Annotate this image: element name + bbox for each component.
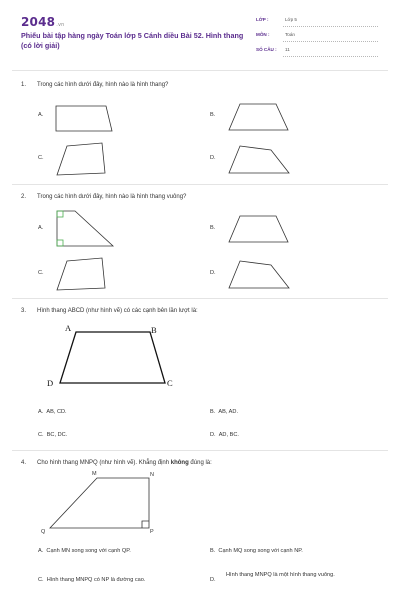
question-4 xyxy=(21,460,381,468)
vertex-label-c: C xyxy=(167,378,173,388)
right-angle-mark xyxy=(57,211,63,217)
question-text: Trong các hình dưới đây, hình nào là hình thang? xyxy=(37,82,169,88)
question-text: Hình thang ABCD (như hình vẽ) có các cạnh bên lần lượt là: xyxy=(37,308,198,314)
subject-value: Toán xyxy=(285,32,295,37)
q1-option-d[interactable]: D. xyxy=(210,155,216,161)
q2-shape-b xyxy=(228,215,290,245)
q3-option-a[interactable] xyxy=(38,409,67,415)
option-letter: A. xyxy=(38,409,44,415)
q3-option-b[interactable] xyxy=(210,409,238,415)
divider-2 xyxy=(12,298,388,299)
vertex-label-a: A xyxy=(65,323,72,333)
q4-option-d-letter[interactable]: D. xyxy=(210,577,216,583)
vertex-label-q: Q xyxy=(41,529,46,535)
q1-shape-b xyxy=(228,103,290,133)
option-letter: B. xyxy=(210,409,216,415)
worksheet-title: Phiếu bài tập hàng ngày Toán lớp 5 Cánh diều Bài 52. Hình thang (có lời giải) xyxy=(21,31,244,50)
q1-option-c[interactable]: C. xyxy=(38,155,44,161)
q4-option-a[interactable] xyxy=(38,548,131,554)
count-value: 11 xyxy=(285,47,290,52)
question-number: 4. xyxy=(21,460,27,466)
option-letter: C. xyxy=(38,577,44,583)
option-text: AB, CD. xyxy=(46,409,67,415)
question-number: 1. xyxy=(21,82,27,88)
question-3 xyxy=(21,308,381,316)
subject-label: MÔN : xyxy=(256,32,270,37)
right-angle-mark xyxy=(57,240,63,246)
option-text: BC, DC. xyxy=(46,432,68,438)
q3-option-c[interactable] xyxy=(38,432,67,438)
grade-value: Lớp 5 xyxy=(285,17,297,22)
option-text: Cạnh MN song song với cạnh QP. xyxy=(46,548,131,554)
question-text-end: đúng là: xyxy=(188,460,212,466)
option-letter: D. xyxy=(210,432,216,438)
vertex-label-p: P xyxy=(150,529,154,535)
question-1 xyxy=(21,82,381,90)
option-text: AB, AD. xyxy=(218,409,238,415)
q2-option-c[interactable]: C. xyxy=(38,270,44,276)
grade-label: LỚP : xyxy=(256,17,269,22)
q1-shape-a xyxy=(55,104,115,134)
q4-option-c[interactable] xyxy=(38,577,145,583)
count-underline xyxy=(283,56,378,57)
q1-option-a[interactable]: A. xyxy=(38,112,44,118)
q2-option-b[interactable]: B. xyxy=(210,225,216,231)
vertex-label-n: N xyxy=(150,472,154,478)
question-2 xyxy=(21,194,381,202)
q2-shape-c xyxy=(55,256,107,292)
q1-shape-d xyxy=(228,144,292,176)
question-number: 3. xyxy=(21,308,27,314)
q3-option-d[interactable] xyxy=(210,432,239,438)
grade-underline xyxy=(283,26,378,27)
vertex-label-b: B xyxy=(151,325,157,335)
logo-text: 2048 xyxy=(21,15,56,29)
count-label: SỐ CÂU : xyxy=(256,47,277,52)
option-text: Cạnh MQ song song với cạnh NP. xyxy=(218,548,303,554)
subject-underline xyxy=(283,41,378,42)
vertex-label-d: D xyxy=(47,378,54,388)
question-number: 2. xyxy=(21,194,27,200)
question-text: Cho hình thang MNPQ (như hình vẽ). Khẳng định xyxy=(37,460,171,466)
vertex-label-m: M xyxy=(92,471,97,477)
question-text: Trong các hình dưới đây, hình nào là hình thang vuông? xyxy=(37,194,187,200)
q2-shape-a xyxy=(55,209,117,249)
option-text: AD, BC. xyxy=(218,432,239,438)
divider-1 xyxy=(12,184,388,185)
divider-3 xyxy=(12,450,388,451)
option-letter: A. xyxy=(38,548,44,554)
option-text: Hình thang MNPQ có NP là đường cao. xyxy=(46,577,146,583)
q4-option-d-text[interactable]: Hình thang MNPQ là một hình thang vuông. xyxy=(226,572,335,578)
option-letter: B. xyxy=(210,548,216,554)
question-emphasis: không xyxy=(170,460,189,466)
q2-option-d[interactable]: D. xyxy=(210,270,216,276)
option-letter: C. xyxy=(38,432,44,438)
q2-shape-d xyxy=(228,259,292,291)
q4-option-b[interactable] xyxy=(210,548,303,554)
trapezoid-mnpq-figure xyxy=(50,470,160,535)
q2-option-a[interactable]: A. xyxy=(38,225,44,231)
header-divider xyxy=(12,70,388,71)
site-logo[interactable] xyxy=(21,15,65,29)
right-angle-mark xyxy=(142,521,149,528)
logo-suffix: .vn xyxy=(56,22,65,28)
q1-shape-c xyxy=(55,141,107,177)
q1-option-b[interactable]: B. xyxy=(210,112,216,118)
